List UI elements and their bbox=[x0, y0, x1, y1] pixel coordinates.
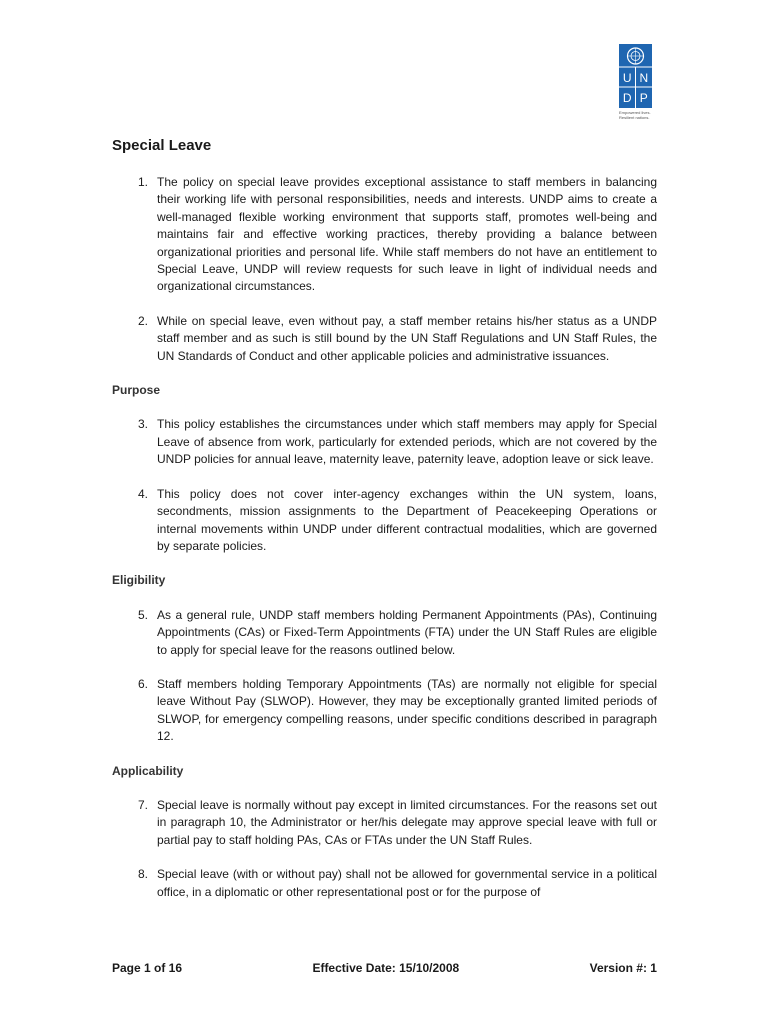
list-item bbox=[112, 607, 657, 659]
logo-tagline: Empowered lives. Resilient nations. bbox=[619, 110, 651, 120]
item-number: 6. bbox=[137, 676, 148, 691]
list-item bbox=[112, 174, 657, 296]
list-item bbox=[112, 313, 657, 365]
item-number: 1. bbox=[137, 175, 148, 189]
svg-text:N: N bbox=[639, 71, 649, 85]
svg-text:P: P bbox=[639, 91, 648, 105]
list-item bbox=[112, 486, 657, 556]
item-number: 4. bbox=[137, 486, 148, 501]
item-text: The policy on special leave provides exceptional assistance to staff members in balancing their working life with personal responsibilities, needs and interests. UNDP aims to create a well-managed flexible working environment that supports staff, promotes well-being and maintains fair and effective working practices, thereby providing a balance between organizational priorities and personal life. While staff members do not have an entitlement to Special Leave, UNDP will review requests for such leave in light of individual needs and organizational circumstances. bbox=[157, 175, 657, 294]
list-item bbox=[112, 866, 657, 901]
section-heading-eligibility: Eligibility bbox=[112, 573, 166, 588]
item-number: 2. bbox=[137, 313, 148, 328]
item-number: 5. bbox=[137, 607, 148, 622]
effective-date: Effective Date: 15/10/2008 bbox=[312, 961, 460, 975]
section-heading-applicability: Applicability bbox=[112, 763, 184, 778]
item-text: Staff members holding Temporary Appointments (TAs) are normally not eligible for special leave Without Pay (SLWOP). However, they may be exceptionally granted limited periods of SLWOP, for emergency compelling reasons, under specific conditions described in paragraph 12. bbox=[157, 676, 657, 744]
document-body bbox=[112, 174, 657, 918]
logo-letters: U bbox=[622, 71, 632, 85]
item-text: This policy does not cover inter-agency exchanges within the UN system, loans, secondments, mission assignments to the Department of Peacekeeping Operations or internal movements within UNDP under different contractual modalities, which are governed by separate policies. bbox=[157, 486, 657, 553]
item-text: This policy establishes the circumstances under which staff members may apply for Special Leave of absence from work, particularly for extended periods, which are not covered by the UNDP policies for annual leave, maternity leave, paternity leave, adoption leave or sick leave. bbox=[157, 417, 657, 467]
undp-emblem-icon bbox=[619, 44, 652, 108]
list-item bbox=[112, 416, 657, 468]
page-footer bbox=[112, 961, 657, 975]
item-text: While on special leave, even without pay, a staff member retains his/her status as a UNDP staff member and as such is still bound by the UN Staff Regulations and UN Staff Rules, the UN Standards of Conduct and other applicable policies and administrative issuances. bbox=[157, 313, 657, 363]
list-item bbox=[112, 676, 657, 746]
page-number: Page 1 of 16 bbox=[112, 961, 183, 975]
item-text: Special leave (with or without pay) shall not be allowed for governmental service in a political office, in a diplomatic or other representational post or for the purpose of bbox=[157, 867, 657, 899]
item-text: Special leave is normally without pay except in limited circumstances. For the reasons set out in paragraph 10, the Administrator or her/his delegate may approve special leave with full or partial pay to staff holding PAs, CAs or FTAs under the UN Staff Rules. bbox=[157, 797, 657, 847]
section-heading-purpose: Purpose bbox=[112, 383, 161, 398]
item-number: 3. bbox=[137, 417, 148, 432]
svg-text:D: D bbox=[622, 91, 632, 105]
page-title: Special Leave bbox=[112, 137, 212, 154]
item-number: 7. bbox=[137, 797, 148, 812]
item-number: 8. bbox=[137, 867, 148, 882]
list-item bbox=[112, 797, 657, 849]
item-text: As a general rule, UNDP staff members holding Permanent Appointments (PAs), Continuing Appointments (CAs) or Fixed-Term Appointments (FTA) under the UN Staff Rules are eligible to apply for special leave for the reasons outlined below. bbox=[157, 607, 657, 657]
version-number: Version #: 1 bbox=[589, 961, 657, 975]
undp-logo bbox=[619, 44, 661, 129]
